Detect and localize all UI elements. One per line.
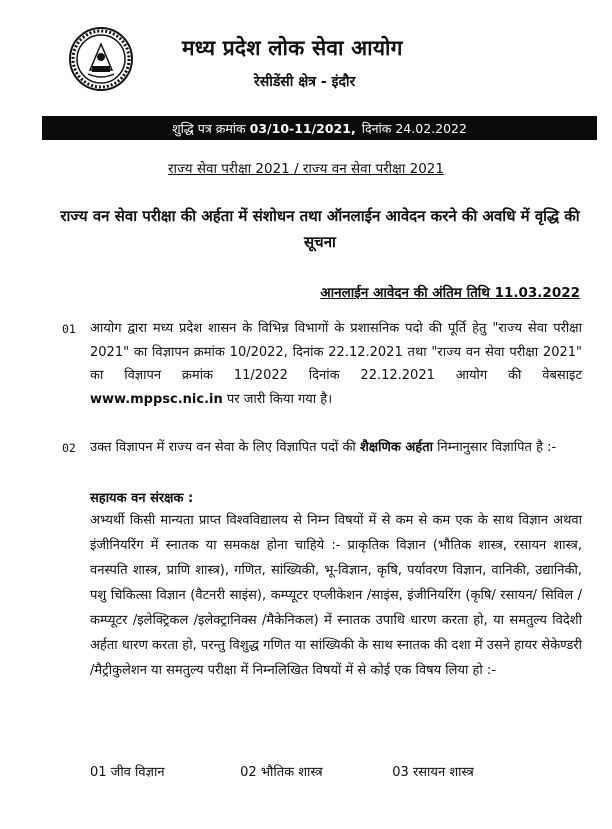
assistant-conservator-heading: सहायक वन संरक्षक : (90, 491, 194, 506)
corrigendum-date-label: दिनांक (361, 120, 392, 136)
subject-item-1: 01 जीव विज्ञान (90, 765, 165, 780)
subject-item-2: 02 भौतिक शास्त्र (240, 765, 323, 780)
corrigendum-banner (42, 116, 597, 140)
paragraph-02-text-end: निम्नानुसार विज्ञापित है :- (437, 440, 557, 455)
qualification-details: अभ्यर्थी किसी मान्यता प्राप्त विश्वविद्यालय से निम्न विषयों में से कम से कम एक के साथ विज्ञान अथवा इंजीनियरिंग में स्नातक या समकक्ष होना चाहिये :- प्राकृतिक विज्ञान (भौतिक शास्त्र, रसायन शास्त्र, वनस्पति शास्त्र, प्राणि शास्त्र), गणित, सांख्यिकी, भू-विज्ञान, कृषि, पर्यावरण विज्ञान, वानिकी, उद्यानिकी, पशु चिकित्सा विज्ञान (वैटनरी साइंस), कम्प्यूटर एप्लीकेशन /साइंस, इंजीनियरिंग (कृषि/ रसायन/ सिविल /कम्प्यूटर /इलेक्ट्रिकल /इलेक्ट्रानिक्स /मैकेनिकल) में स्नातक उपाधि धारण करता हो, या समतुल्य विदेशी अर्हता धारण करता हो, परन्तु विशुद्ध गणित या सांख्यिकी के साथ स्नातक की दशा में उसने हायर सेकेण्डरी /मैट्रीकुलेशन या समतुल्य परीक्षा में निम्नलिखित विषयों में से कोई एक विषय लिया हो :- (90, 513, 582, 678)
mppsc-seal-icon (68, 26, 134, 92)
corrigendum-date: 24.02.2022 (395, 120, 467, 136)
qualification-term: शैक्षणिक अर्हता (359, 440, 433, 455)
corrigendum-number: 03/10-11/2021, (249, 120, 356, 136)
exam-names: राज्य सेवा परीक्षा 2021 / राज्य वन सेवा परीक्षा 2021 (167, 161, 444, 177)
paragraph-02-text: उक्त विज्ञापन में राज्य वन सेवा के लिए विज्ञापित पदों की (90, 440, 356, 455)
subject-list (90, 762, 474, 780)
subject-item-3: 03 रसायन शास्त्र (392, 765, 474, 780)
website-link[interactable]: www.mppsc.nic.in (90, 391, 223, 407)
paragraph-01-text: आयोग द्वारा मध्य प्रदेश शासन के विभिन्न विभागों के प्रशासनिक पदो की पूर्ति हेतु "राज्य सेवा परीक्षा 2021" का विज्ञापन क्रमांक 10/2022, दिनांक 22.12.2021 तथा "राज्य वन सेवा परीक्षा 2021" का विज्ञापन क्रमांक 11/2022 दिनांक 22.12.2021 आयोग की वेबसाइट (90, 321, 582, 383)
corrigendum-label: शुद्धि पत्र क्रमांक (172, 120, 246, 136)
organization-title: मध्य प्रदेश लोक सेवा आयोग (182, 36, 403, 60)
paragraph-number-01: 01 (62, 322, 76, 336)
notice-title: राज्य वन सेवा परीक्षा की अर्हता में संशोधन तथा ऑनलाईन आवेदन करने की अवधि में वृद्धि की सूचना (60, 207, 580, 251)
paragraph-number-02: 02 (62, 441, 76, 455)
paragraph-01 (90, 317, 582, 411)
paragraph-01-text-end: पर जारी किया गया है। (226, 391, 333, 407)
paragraph-02-intro (90, 436, 582, 460)
organization-location: रेसीडेंसी क्षेत्र - इंदौर (254, 74, 356, 90)
last-date-notice: आनलाईन आवेदन की अंतिम तिथि 11.03.2022 (320, 285, 580, 301)
